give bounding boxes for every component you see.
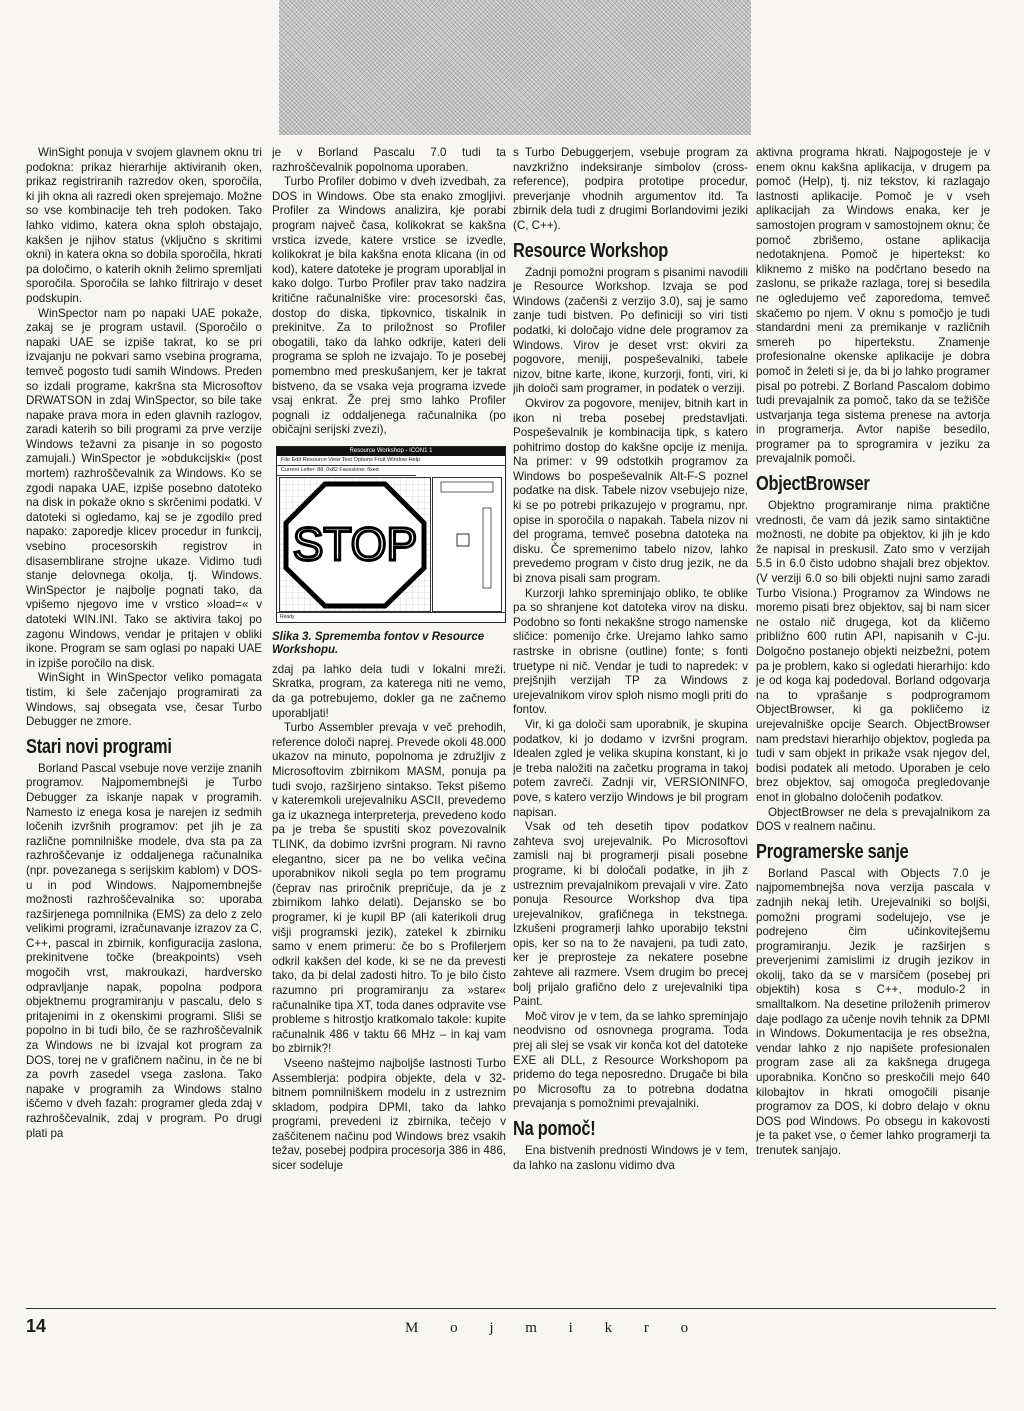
section-heading: Programerske sanje — [756, 840, 909, 863]
paragraph: Okvirov za pogovore, menijev, bitnih kart in ikon ni treba posebej predstavljati. Pospeševalnik je kombinacija tipk, s katero pohitrimo dostop do kakšne opcije iz menija. Na primer: v 99 odstotkih programov za Windows bo pospeševalnik Alt-F-S poznel podatke na disk. Tabele nizov vsebujejo nize, ki se po potrebi prikazujejo v programu, npr. opise in sporočila o napakah. Tabela nizov ni del programa, temveč posebna datoteka na disku. Če spremenimo tabelo nizov, lahko prevedemo program v čisto drug jezik, ne da bi znova pisali sam program. — [513, 396, 748, 586]
magazine-name: M o j m i k r o — [405, 1320, 703, 1336]
footer-rule — [26, 1308, 996, 1309]
page-number: 14 — [26, 1316, 47, 1336]
section-heading: Stari novi programi — [26, 735, 172, 758]
paragraph: zdaj pa lahko dela tudi v lokalni mreži. Skratka, program, za katerega niti ne vemo, da ga potrebujemo, dokler ga ne začnemo uporabljati! — [272, 662, 506, 720]
column-2-bottom — [272, 663, 506, 1174]
section-heading: Na pomoč! — [513, 1118, 596, 1140]
paragraph: ObjectBrowser ne dela s prevajalnikom za DOS v realnem načinu. — [756, 805, 990, 834]
column-3 — [513, 146, 748, 1296]
column-4 — [756, 146, 990, 1296]
paragraph: s Turbo Debuggerjem, vsebuje program za navzkrižno indeksiranje simbolov (cross-reference), podpira prototipe procedur, preverjanje vhodnih argumentov itd. Ta zbirnik dela tudi z drugimi Borlandovimi jeziki (C, C++). — [513, 146, 748, 232]
column-1 — [26, 146, 262, 1296]
header-graphic — [279, 0, 751, 135]
paragraph: Borland Pascal with Objects 7.0 je najpomembnejša nova verzija pascala v zadnjih nekaj letih. Urejevalniki so boljši, pomožni programi sodelujejo, vse je podrejeno čim učinkovitejšemu programiranju. Jezik je razširjen s preverjenimi zamislimi iz drugih jezikov in okolij, tako da se v marsičem (posebej pri objektih) kosa s C++, modulo-2 in smalltalkom. Na desetine priloženih primerov daje podlago za učenje novih tehnik za DPMI in Windows. Dokumentacija je res obsežna, vendar lahko z njo napišete profesionalen program zase ali za kakšnega drugega uporabnika. Končno so preskočili mejo 640 kilobajtov in hkrati omogočili pisanje programov za DOS, ki dobro delajo v oknu DOS pod Windows. Po obsegu in kakovosti je ta paket vse, o čemer lahko programerji ta trenutek sanjajo. — [756, 866, 990, 1157]
column-2 — [272, 146, 506, 1296]
paragraph: Ena bistvenih prednosti Windows je v tem, da lahko na zaslonu vidimo dva — [513, 1144, 748, 1172]
figure-caption: Slika 3. Sprememba fontov v Resource Workshopu. — [272, 630, 485, 656]
preview-icon — [433, 478, 501, 611]
paragraph: Borland Pascal vsebuje nove verzije znanih programov. Najpomembnejši je Turbo Debugger za iskanje napak v programih. Namesto iz enega kosa je narejen iz sedmih ločenih izvršnih programov: pet jih je za različne pomnilniške modele, dva sta pa za razhroščevanje iz oddaljenega računalnika (npr. povezanega s serijskim kablom) v DOS-u in pod Windows. Najpomembnejše možnosti razhroščevalnika so: uporaba razširjenega pomnilnika (EMS) za delo z zelo velikimi programi, izračunavanje izrazov za C, C++, pascal in zbirnik, konfiguracija zaslona, prekinitvene točke (breakpoints) vseh mogočih vrst, makroukazi, hardversko odpravljanje napak, popolna podpora objektnemu programiranju v pascalu, delo s pritajenimi in z okenskimi programi. Sliši se popolno in bi tudi bilo, če se razhroščevalnik za Windows ne bi izvajal kot program za DOS, torej ne v grafičnem načinu, in če ne bi za povrh zasedel vsega zaslona. Tako napake v programih za Windows stalno iščemo v dveh fazah: programer gleda zdaj v razhroščevalnik, zdaj v program. Po drugi plati pa — [26, 761, 262, 1140]
figure-status-bar: Ready — [277, 612, 505, 622]
paragraph: Turbo Assembler prevaja v več prehodih, reference določi naprej. Prevede okoli 48.000 ukazov na minuto, popolnoma je združljiv z Microsoftovim zbirnikom MASM, ponuja pa tudi svojo, razširjeno sintakso. Tekst pišemo v kateremkoli urejevalniku ASCII, prevedemo ga iz ukaznega interpreterja, prevedeno kodo pa je treba še spustiti skoz povezovalnik TLINK, da dobimo izvršni program. Ni ravno elegantno, sicer pa ne bo velika večina uporabnikov nikoli segla po tem programu (čeprav nas priročnik prepričuje, da je z zbirnikom lahko delati). Dejansko se bo programer, ki je kupil BP (ali katerikoli drug višji programski jezik), zatekel k zbirniku samo v enem primeru: če bo s Profilerjem odkril kakšen del kode, ki se ne da prevesti tako, da bi delal zadosti hitro. To je bilo čisto razumno pri programiranju za »stare« računalnike tipa XT, toda danes odpravite vse probleme s hitrostjo kratkomalo takole: kupite računalnik 486 v taktu 66 MHz – in kaj vam bo zbirnik?! — [272, 721, 506, 1056]
section-heading: Resource Workshop — [513, 239, 669, 262]
paragraph: Turbo Profiler dobimo v dveh izvedbah, za DOS in Windows. Obe sta enako zmogljivi. Profiler za Windows analizira, kje porabi program največ časa, kolikokrat se kakšna vrstica izvede, katere vrstice se izvedle, kolikokrat je bila kakšna enota klicana (in od kod), katere datoteke je program uporabljal in kako dolgo. Turbo Profiler prav tako nadzira kritične računalniške vire: procesorski čas, dostop do diska, tipkovnico, tiskalnik in prekinitve. Za to priložnost so Profiler obogatili, tako da lahko odkrije, kateri deli programa se sploh ne izvajajo. To je posebej pomembno med preskušanjem, ker je takrat bistveno, da se vsaka veja programa izvede vsaj enkrat. Že prej smo lahko Profiler pognali iz oddaljenega računalnika (po običajni serijski zvezi), — [272, 175, 506, 437]
resource-workshop-screenshot — [276, 446, 506, 623]
paragraph: Zadnji pomožni program s pisanimi navodili je Resource Workshop. Izvaja se pod Windows (začenši z verzijo 3.0), saj je samo zanje tudi bistven. Po definiciji so viri tisti podatki, ki določajo vidne dele programov za Windows. Virov je deset vrst: okviri za pogovore, meniji, pospeševalniki, tabele nizov, bitne karte, ikone, kurzorji, fonti, viri, ki jih določi sam programer, in podatek o verziji. — [513, 265, 748, 396]
paragraph: Vsak od teh desetih tipov podatkov zahteva svoj urejevalnik. Po Microsoftovi zamisli naj bi programerji pisali posebne programe, ki bi določali podatke, in jih z ustreznim prevajalnikom prevajali v vire. Zato ponuja Resource Workshop dva tipa urejevalnikov, grafičnega in tekstnega. Izkušeni programerji lahko uporabijo tekstni opis, ker so na to že navajeni, pa tudi zato, ker je preprosteje za nekatere posebne zahteve ali razmere. Vsem drugim bo precej bolj prijalo grafično delo z urejevalniki tipa Paint. — [513, 820, 748, 1009]
paragraph: WinSight ponuja v svojem glavnem oknu tri podokna: prikaz hierarhije aktiviranih oken, prikaz registriranih razredov oken, sporočila, ki jih okna ali razredi oken sprejemajo. Možne so vse kombinacije teh treh podoken. Tako lahko vidimo, katera okna sploh obstajajo, kakšen je njihov status (vključno s skritimi okni) in katera okna so dobila sporočila, hkrati pa določimo, o katerih oknih želimo spremljati sporočila. Sporočila se lahko filtrirajo v deset podskupin. — [26, 146, 262, 305]
figure-sign-text: STOP — [292, 517, 418, 570]
paragraph: je v Borland Pascalu 7.0 tudi ta razhroščevalnik popolnoma uporaben. — [272, 146, 506, 174]
figure-window-title: Resource Workshop - ICON1 1 — [277, 447, 505, 456]
section-heading: ObjectBrowser — [756, 473, 870, 496]
paragraph: Vseeno naštejmo najboljše lastnosti Turbo Assemblerja: podpira objekte, dela v 32-bitnem pomnilniškem modelu in z ustreznim skladom, podpira DPMI, tako da lahko programi, prevedeni iz zbirnika, tečejo v zaščitenem načinu pod Windows brez vsakih težav, posebej podpira procesorja 386 in 486, sicer sodeluje — [272, 1056, 506, 1173]
paragraph: WinSpector nam po napaki UAE pokaže, zakaj se je program ustavil. (Sporočilo o napaki UAE se izpiše takrat, ko se pri izvajanju ne pokvari samo vsebina programa, temveč pogosto tudi samih Windows. Preden so izdali programe, kakršna sta Microsoftov DRWATSON in zdaj WinSpector, so bile take napake prava mora in eden glavnih razlogov, zaradi katerih so bili programi za prve verzije Windows težavni za pisanje in so pogosto zamujali.) WinSpector je »obdukcijski« (post mortem) razhroščevalnik za Windows. Ko se zgodi napaka UAE, izpiše posebno datoteko na disk in pokaže okno s skrčenimi podatki. V datoteki si ogledamo, kaj se je zgodilo pred napako: zaporedje klicev procedur in funkcij, vsebino procesorskih registrov in disasemblirane strojne ukaze. Vidimo tudi stanje delovnega okolja, tj. Windows. WinSpector je najbolje pognati tako, da vpišemo njegovo ime v vrstico »load=« v datoteki WIN.INI. Tako se aktivira takoj po zagonu Windows, vendar je pritajen v obliki ikone. Program se sam oglasi po napaki UAE in izpiše poročilo na disk. — [26, 306, 262, 670]
paragraph: WinSight in WinSpector veliko pomagata tistim, ki šele začenjajo programirati za Windows, saj obsegata vse, česar Turbo Debugger ne zmore. — [26, 671, 262, 729]
figure-side-panel — [432, 477, 502, 612]
stop-sign-icon — [280, 478, 430, 611]
paragraph: Moč virov je v tem, da se lahko spreminjajo neodvisno od osnovnega programa. Toda prej ali slej se vsak vir konča kot del datoteke EXE ali DLL, z Resource Workshopom pa pridemo do tega neposredno. Drugače bi bila po Microsoftu za to potrebna dodatna prevajanja s pomožnimi prevajalniki. — [513, 1009, 748, 1111]
paragraph: Objektno programiranje nima praktične vrednosti, če vam dá jezik samo sintaktične možnosti, ne dobite pa objektov, ki jih je kdo že napisal in preskusil. Zato smo v verzijah 5.5 in 6.0 čisto udobno shajali brez objektov. (V verziji 6.0 so bili objekti nujni samo zaradi Turbo Visiona.) Programov za Windows ne moremo pisati brez objektov, saj bi nam sicer ne ostalo nič drugega, kot da kličemo približno 600 rutin API, napisanih v C-ju. Dolgočno postanejo objekti neizbežni, potem pa je problem, kako si ogledati hierarhijo: kdo je od koga kaj podedoval. Borland odgovarja na to vprašanje s podprogramom ObjectBrowser, ki ga pokličemo iz urejevalniške opcije Search. ObjectBrowser nam predstavi hierarhijo objektov, pogleda pa tudi v sam objekt in prikaže vsak njegov del, bodisi podatek ali metodo. Uporaben je celo brez objektov, saj omogoča pregledovanje enot in globalno določenih podatkov. — [756, 499, 990, 804]
paragraph: aktivna programa hkrati. Najpogosteje je v enem oknu kakšna aplikacija, v drugem pa pomoč (Help), tj. niz tekstov, ki razlagajo lastnosti aplikacije. Pomoč je v vseh aplikacijah za Windows enaka, ker je samostojen program v samostojnem oknu; če pomoč zbrišemo, ostane aplikacija nedotaknjena. Pomoč je hipertekst: ko kliknemo z miško na podčrtano besedo na zaslonu, se prikaže razlaga, torej si besedila ne ogledujemo več zaporedoma, temveč skačemo po njem. V oknu s pomočjo je tudi standardni meni za premikanje v različnih smereh po hipertekstu. Znamenje profesionalne okenske aplikacije je dobra pomoč in želeti si je, da bi jo lahko programer pisal po potrebi. Z Borland Pascalom dobimo tudi prevajalnik za pomoč, tako da se težišče ustvarjanja tega sistema prenese na avtorja in programerja. Avtor napiše besedilo, programer pa to sprogramira v jeziku za prevajalnik pomoči. — [756, 146, 990, 466]
paragraph: Vir, ki ga določi sam uporabnik, je skupina podatkov, ki jo dodamo v izvršni program. Idealen zgled je velika skupina konstant, ki jo je treba naložiti na začetku programa in takoj potem zavreči. Zadnji vir, VERSIONINFO, pove, s katero verzijo Windows je bil program napisan. — [513, 717, 748, 819]
paragraph: Kurzorji lahko spreminjajo obliko, te oblike pa so shranjene kot datoteka virov na disku. Podobno so fonti nekakšne strogo namenske sličice: pomenijo črke. Urejamo lahko samo rastrske in obrisne (outline) fonte; s fonti truetype ni nič. Vendar je tudi to napredek: v prejšnjih verzijah TP za Windows z urejevalnikom virov sploh nismo mogli priti do fontov. — [513, 586, 748, 717]
figure-toolbar: Current Letter: 88, 0x82 Faceslone: fixed — [277, 466, 416, 476]
figure-menu-bar: File Edit Resource View Text Options Fruit Window Help — [277, 456, 505, 466]
figure-canvas — [279, 477, 431, 612]
column-2-top — [272, 146, 506, 438]
